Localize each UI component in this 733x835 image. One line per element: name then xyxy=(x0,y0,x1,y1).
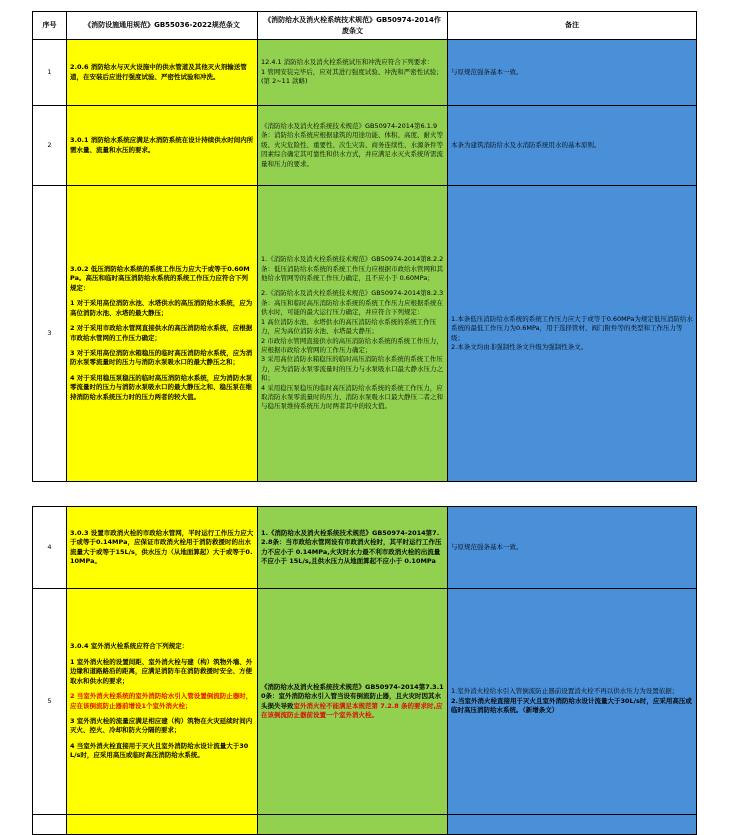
cell-line: 4 采用稳压泵稳压的临时高压消防给水系统的系统工作压力，应取消防水泵零流量时的压力、消防水泵吸水口最大静压二者之和与稳压泵维持系统压力时两者其中的较大值。 xyxy=(261,383,443,411)
cell-line: 1 高位消防水池、水塔供水的高压消防给水系统的系统工作压力，应为高位消防水池、水塔最大静压； xyxy=(261,317,437,336)
cell-line: 2.当室外消火栓直接用于灭火且室外消防给水设计流量大于30L/s时，应采用高压或临时高压消防给水系统。（新增条文） xyxy=(451,696,692,715)
cell-line: 2 市政给水管网直接供水的高压消防给水系统的系统工作压力，应根据市政给水管网的工作压力确定； xyxy=(261,336,443,354)
row-no: 3 xyxy=(33,186,67,482)
row-no: 2 xyxy=(33,106,67,186)
cell-line: 1 管网安装完毕后，应对其进行强度试验、冲洗和严密性试验； xyxy=(261,67,443,76)
row-no: 5 xyxy=(33,589,67,815)
cell-line: 3 采用高位消防水箱稳压的临时高压消防给水系统的系统工作压力，应为消防水泵零流量时的压力与水泵吸水口最大静水压力之和； xyxy=(261,355,443,383)
header-col1: 《消防设施通用规范》GB55036-2022规范条文 xyxy=(67,12,258,40)
table-row xyxy=(33,507,697,589)
cell-text: 《消防给水及消火栓系统技术规范》GB50974-2014第7.3.10条：室外消防给水引入管当设有倒流防止器，且火灾时因其水头损失导致 xyxy=(261,682,444,710)
row-no: 1 xyxy=(33,40,67,106)
table-row xyxy=(33,589,697,815)
header-col2: 《消防给水及消火栓系统技术规范》GB50974-2014作废条文 xyxy=(258,12,448,40)
row-col2: 1.《消防给水及消火栓系统技术规范》GB50974-2014第7.2.8条：当市政给水管网设有市政消火栓时，其平时运行工作压力不应小于 0.14MPa,火灾时水力最不利市政消火栓的出流量不应小于 15L/s,且供水压力从地面算起不应小于 0.10MPa xyxy=(258,507,448,589)
row-col2 xyxy=(258,40,448,106)
row-col1 xyxy=(67,186,258,482)
row-col1 xyxy=(67,589,258,815)
row-col3 xyxy=(448,815,697,835)
cell-line: 2.《消防给水及消火栓系统技术规范》GB50974-2014第8.2.3条：高压和临时高压消防给水系统的系统工作压力应根据系统在供水时，可能的最大运行压力确定，并应符合下列规定： xyxy=(261,289,444,317)
row-col2 xyxy=(258,589,448,815)
table-row xyxy=(33,40,697,106)
page-break-gap xyxy=(0,488,733,506)
row-col1: 2.0.6 消防给水与灭火设施中的供水管道及其他灭火剂输送管道，在安装后应进行强度试验、严密性试验和冲洗。 xyxy=(67,40,258,106)
cell-line: 1.本条低压消防给水系统的系统工作压力应大于或等于0.60MPa为规定低压消防给水系统的最低工作压力为0.6MPa，用于选择管材、阀门附件等的类型和工作压力等级； xyxy=(451,314,693,342)
row-no: 4 xyxy=(33,507,67,589)
row-col2 xyxy=(258,815,448,835)
cell-line: 3 对于采用高位消防水箱稳压的临时高压消防给水系统，应为消防水泵零流量时的压力与消防水泵吸水口的最大静压之和； xyxy=(70,348,253,367)
row-col1 xyxy=(67,815,258,835)
cell-line: 1 室外消火栓的设置间距、室外消火栓与建（构）筑物外墙、外边缘和道路路沿的距离，应满足消防车在消防救援时安全、方便取水和供水的要求； xyxy=(70,657,253,685)
row-col3: 本条为建筑消防给水及水消防系统用水的基本原则。 xyxy=(448,106,697,186)
row-col3 xyxy=(448,589,697,815)
spec-table-part1 xyxy=(32,11,697,482)
row-col1: 3.0.1 消防给水系统应满足水消防系统在设计持续供水时间内所需水量、流量和水压的要求。 xyxy=(67,106,258,186)
cell-line: 4 当室外消火栓直接用于灭火且室外消防给水设计流量大于30L/s时，应采用高压或临时高压消防给水系统。 xyxy=(70,741,249,760)
cell-line: 3.0.2 低压消防给水系统的系统工作压力应大于或等于0.60MPa。高压和临时高压消防给水系统的系统工作压力应符合下列规定： xyxy=(70,264,250,292)
cell-text-highlight: 室外消火栓不能满足本规范第 7.2.8 条的要求时,应在该倒流防止器前设置一个室外消火栓。 xyxy=(261,701,443,719)
cell-line: 2.本条文均由非强制性条文升级为强制性条文。 xyxy=(451,342,588,351)
header-row xyxy=(33,12,697,40)
table-row xyxy=(33,186,697,482)
cell-line: 12.4.1 消防给水及消火栓系统试压和冲洗应符合下列要求： xyxy=(261,58,434,67)
cell-line: 1 对于采用高位消防水池、水塔供水的高压消防给水系统，应为高位消防水池、水塔的最大静压； xyxy=(70,299,253,317)
cell-line: 3.0.4 室外消火栓系统应符合下列规定： xyxy=(70,642,189,651)
cell-line: 4 对于采用稳压泵稳压的临时高压消防给水系统，应为消防水泵零流量时的压力与消防水泵吸水口的最大静压之和、稳压泵在维持消防给水系统压力时的压力两者的较大值。 xyxy=(70,373,253,401)
cell-line: (第 2~11 款略) xyxy=(261,77,308,86)
row-col3 xyxy=(448,186,697,482)
row-col2: 《消防给水及消火栓系统技术规范》GB50974-2014第6.1.9条：消防给水系统应根据建筑的用途功能、体积、高度、耐火等级、火灾危险性、重要性、次生灾害、商务连续性、水源条件等因素综合确定其可靠性和供水方式，并应满足水灭火系统所需流量和压力的要求。 xyxy=(258,106,448,186)
row-col3: 与原规范强条基本一致。 xyxy=(448,507,697,589)
row-col1: 3.0.3 设置市政消火栓的市政给水管网，平时运行工作压力应大于或等于0.14MPa，应保证市政消火栓用于消防救援时的出水流量大于或等于15L/s，供水压力（从地面算起）大于或等于0.10MPa。 xyxy=(67,507,258,589)
table-row-partial xyxy=(33,815,697,835)
cell-line: 1.室外消火栓给水引入管倒流防止器前设置消火栓不再以供水压力为设置依据； xyxy=(451,687,679,696)
cell-line: 1.《消防给水及消火栓系统技术规范》GB50974-2014第8.2.2条：低压消防给水系统的系统工作压力应根据市政给水管网和其他给水管网等的系统工作压力确定，且不应小于 0.60MPa； xyxy=(261,255,444,282)
row-col3: 与原规范强条基本一致。 xyxy=(448,40,697,106)
row-no xyxy=(33,815,67,835)
spec-table-part2 xyxy=(32,506,697,835)
row-col2 xyxy=(258,186,448,482)
header-col3: 备注 xyxy=(448,12,697,40)
cell-line: 3 室外消火栓的流量应满足相应建（构）筑物在火灾延续时间内灭火、控火、冷却和防火分隔的要求； xyxy=(70,716,253,735)
header-no: 序号 xyxy=(33,12,67,40)
cell-line: 2 对于采用市政给水管网直接供水的高压消防给水系统，应根据市政给水管网的工作压力确定； xyxy=(70,324,253,342)
cell-line-highlight: 2 当室外消火栓系统的室外消防给水引入管设置倒流防止器时，应在该倒流防止器前增设1个室外消火栓； xyxy=(70,692,253,710)
table-row xyxy=(33,106,697,186)
